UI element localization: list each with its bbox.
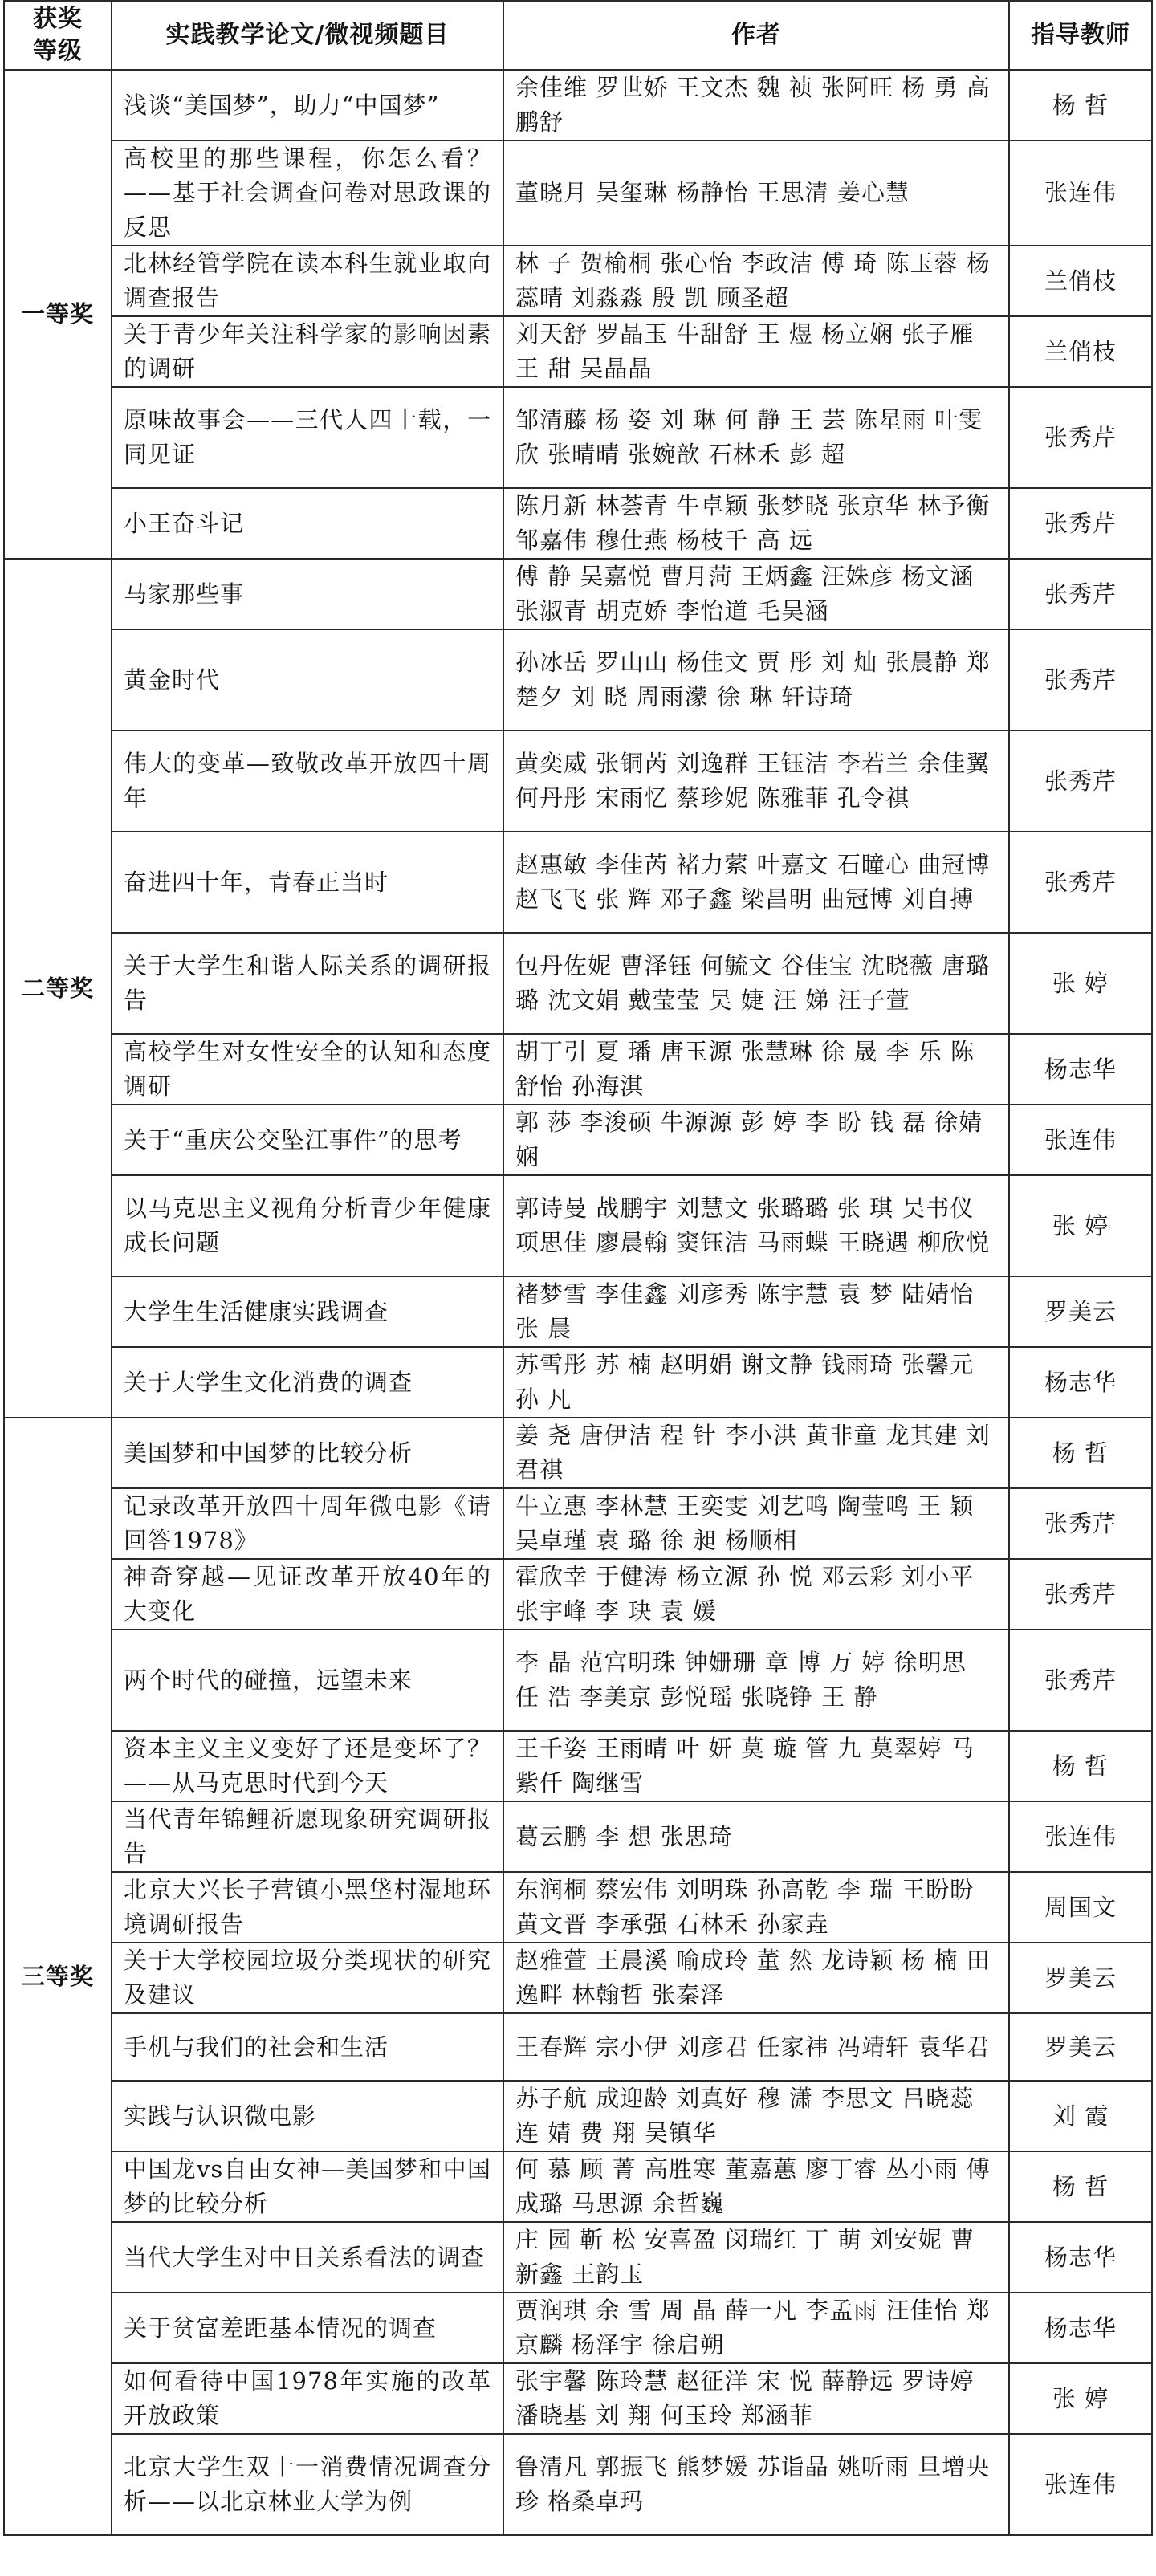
advisor-cell: 罗美云: [1009, 2013, 1152, 2081]
advisor-cell: 张连伟: [1009, 1105, 1152, 1175]
header-title: 实践教学论文/微视频题目: [112, 1, 503, 70]
authors-cell: 刘天舒 罗晶玉 牛甜舒 王 煜 杨立娴 张子雁 王 甜 吴晶晶: [503, 316, 1009, 387]
table-row: [4, 2222, 1152, 2293]
paper-title-cell: 当代大学生对中日关系看法的调查: [112, 2222, 503, 2293]
advisor-cell: 张秀芹: [1009, 488, 1152, 559]
authors-cell: 余佳维 罗世娇 王文杰 魏 祯 张阿旺 杨 勇 高鹏舒: [503, 70, 1009, 140]
paper-title-cell: 高校里的那些课程，你怎么看？——基于社会调查问卷对思政课的反思: [112, 140, 503, 246]
paper-title-cell: 实践与认识微电影: [112, 2081, 503, 2151]
table-row: [4, 1488, 1152, 1559]
table-row: [4, 316, 1152, 387]
advisor-cell: 杨 哲: [1009, 70, 1152, 140]
paper-title-cell: 小王奋斗记: [112, 488, 503, 559]
table-row: [4, 1418, 1152, 1488]
paper-title-cell: 资本主义主义变好了还是变坏了？——从马克思时代到今天: [112, 1731, 503, 1801]
advisor-cell: 张连伟: [1009, 1801, 1152, 1872]
advisor-cell: 杨 哲: [1009, 1731, 1152, 1801]
advisor-cell: 杨志华: [1009, 1034, 1152, 1105]
table-row: [4, 70, 1152, 140]
advisor-cell: 张秀芹: [1009, 730, 1152, 832]
table-row: [4, 1175, 1152, 1276]
table-row: [4, 1630, 1152, 1731]
paper-title-cell: 记录改革开放四十周年微电影《请回答1978》: [112, 1488, 503, 1559]
table-row: [4, 1347, 1152, 1418]
table-row: [4, 2151, 1152, 2222]
authors-cell: 黄奕威 张铜芮 刘逸群 王钰洁 李若兰 余佳翼 何丹彤 宋雨忆 蔡珍妮 陈雅菲 孔令祺: [503, 730, 1009, 832]
paper-title-cell: 伟大的变革—致敬改革开放四十周年: [112, 730, 503, 832]
authors-cell: 王春辉 宗小伊 刘彦君 任家祎 冯靖轩 袁华君: [503, 2013, 1009, 2081]
authors-cell: 林 子 贺榆桐 张心怡 李政洁 傅 琦 陈玉蓉 杨蕊晴 刘淼淼 殷 凯 顾圣超: [503, 246, 1009, 316]
advisor-cell: 罗美云: [1009, 1276, 1152, 1347]
table-row: [4, 730, 1152, 832]
paper-title-cell: 浅谈“美国梦”，助力“中国梦”: [112, 70, 503, 140]
authors-cell: 葛云鹏 李 想 张思琦: [503, 1801, 1009, 1872]
authors-cell: 赵雅萱 王晨溪 喻成玲 董 然 龙诗颖 杨 楠 田逸畔 林翰哲 张秦泽: [503, 1943, 1009, 2013]
paper-title-cell: 黄金时代: [112, 629, 503, 730]
table-row: [4, 2013, 1152, 2081]
authors-cell: 庄 园 靳 松 安喜盈 闵瑞红 丁 萌 刘安妮 曹新鑫 王韵玉: [503, 2222, 1009, 2293]
authors-cell: 董晓月 吴玺琳 杨静怡 王思清 姜心慧: [503, 140, 1009, 246]
table-row: [4, 2363, 1152, 2434]
table-row: [4, 1943, 1152, 2013]
table-row: [4, 246, 1152, 316]
paper-title-cell: 关于贫富差距基本情况的调查: [112, 2293, 503, 2363]
table-row: [4, 1559, 1152, 1630]
paper-title-cell: 大学生生活健康实践调查: [112, 1276, 503, 1347]
authors-cell: 鲁清凡 郭振飞 熊梦媛 苏诣晶 姚昕雨 旦增央珍 格桑卓玛: [503, 2434, 1009, 2535]
table-row: [4, 1872, 1152, 1943]
advisor-cell: 张 婷: [1009, 933, 1152, 1034]
advisor-cell: 张秀芹: [1009, 387, 1152, 488]
advisor-cell: 周国文: [1009, 1872, 1152, 1943]
paper-title-cell: 神奇穿越—见证改革开放40年的大变化: [112, 1559, 503, 1630]
advisor-cell: 张连伟: [1009, 140, 1152, 246]
authors-cell: 苏子航 成迎龄 刘真好 穆 潇 李思文 吕晓蕊 连 婧 费 翔 吴镇华: [503, 2081, 1009, 2151]
authors-cell: 何 慕 顾 菁 高胜寒 董嘉蕙 廖丁睿 丛小雨 傅成璐 马思源 余哲巍: [503, 2151, 1009, 2222]
authors-cell: 孙冰岳 罗山山 杨佳文 贾 彤 刘 灿 张晨静 郑楚夕 刘 晓 周雨濛 徐 琳 轩诗琦: [503, 629, 1009, 730]
advisor-cell: 张秀芹: [1009, 629, 1152, 730]
authors-cell: 褚梦雪 李佳鑫 刘彦秀 陈宇慧 袁 梦 陆婧怡 张 晨: [503, 1276, 1009, 1347]
advisor-cell: 张秀芹: [1009, 1488, 1152, 1559]
advisor-cell: 杨 哲: [1009, 2151, 1152, 2222]
paper-title-cell: 关于大学生和谐人际关系的调研报告: [112, 933, 503, 1034]
paper-title-cell: 以马克思主义视角分析青少年健康成长问题: [112, 1175, 503, 1276]
paper-title-cell: 北京大学生双十一消费情况调查分析——以北京林业大学为例: [112, 2434, 503, 2535]
authors-cell: 赵惠敏 李佳芮 褚力萦 叶嘉文 石瞳心 曲冠博 赵飞飞 张 辉 邓子鑫 梁昌明 曲冠博 刘自搏: [503, 832, 1009, 933]
table-row: [4, 2434, 1152, 2535]
paper-title-cell: 关于“重庆公交坠江事件”的思考: [112, 1105, 503, 1175]
award-level-cell: 三等奖: [4, 1418, 112, 2535]
advisor-cell: 杨志华: [1009, 1347, 1152, 1418]
advisor-cell: 张秀芹: [1009, 559, 1152, 629]
authors-cell: 东润桐 蔡宏伟 刘明珠 孙高乾 李 瑞 王盼盼 黄文晋 李承强 石林禾 孙家垚: [503, 1872, 1009, 1943]
advisor-cell: 张秀芹: [1009, 832, 1152, 933]
advisor-cell: 张 婷: [1009, 2363, 1152, 2434]
table-row: [4, 2293, 1152, 2363]
award-table: [3, 0, 1153, 2536]
header-advisor: 指导教师: [1009, 1, 1152, 70]
header-level: 获奖 等级: [4, 1, 112, 70]
table-row: [4, 1801, 1152, 1872]
authors-cell: 牛立惠 李林慧 王奕雯 刘艺鸣 陶莹鸣 王 颖 吴卓瑾 袁 璐 徐 昶 杨顺相: [503, 1488, 1009, 1559]
authors-cell: 王千姿 王雨晴 叶 妍 莫 璇 管 九 莫翠婷 马紫仟 陶继雪: [503, 1731, 1009, 1801]
advisor-cell: 罗美云: [1009, 1943, 1152, 2013]
advisor-cell: 杨志华: [1009, 2293, 1152, 2363]
paper-title-cell: 关于大学生文化消费的调查: [112, 1347, 503, 1418]
authors-cell: 郭 莎 李浚硕 牛源源 彭 婷 李 盼 钱 磊 徐婧娴: [503, 1105, 1009, 1175]
advisor-cell: 张 婷: [1009, 1175, 1152, 1276]
table-row: [4, 629, 1152, 730]
paper-title-cell: 美国梦和中国梦的比较分析: [112, 1418, 503, 1488]
paper-title-cell: 原味故事会——三代人四十载，一同见证: [112, 387, 503, 488]
authors-cell: 苏雪彤 苏 楠 赵明娟 谢文静 钱雨琦 张馨元 孙 凡: [503, 1347, 1009, 1418]
table-row: [4, 488, 1152, 559]
table-row: [4, 1105, 1152, 1175]
advisor-cell: 兰俏枝: [1009, 246, 1152, 316]
award-level-cell: 一等奖: [4, 70, 112, 559]
header-authors: 作者: [503, 1, 1009, 70]
advisor-cell: 杨 哲: [1009, 1418, 1152, 1488]
table-row: [4, 933, 1152, 1034]
advisor-cell: 张秀芹: [1009, 1630, 1152, 1731]
paper-title-cell: 关于大学校园垃圾分类现状的研究及建议: [112, 1943, 503, 2013]
award-level-cell: 二等奖: [4, 559, 112, 1418]
table-row: [4, 1276, 1152, 1347]
paper-title-cell: 手机与我们的社会和生活: [112, 2013, 503, 2081]
table-row: [4, 832, 1152, 933]
paper-title-cell: 高校学生对女性安全的认知和态度调研: [112, 1034, 503, 1105]
table-row: [4, 2081, 1152, 2151]
authors-cell: 陈月新 林荟青 牛卓颖 张梦晓 张京华 林予衡 邹嘉伟 穆仕燕 杨枝千 高 远: [503, 488, 1009, 559]
authors-cell: 张宇馨 陈玲慧 赵征洋 宋 悦 薛静远 罗诗婷 潘晓基 刘 翔 何玉玲 郑涵菲: [503, 2363, 1009, 2434]
table-row: [4, 387, 1152, 488]
paper-title-cell: 北京大兴长子营镇小黑垡村湿地环境调研报告: [112, 1872, 503, 1943]
authors-cell: 李 晶 范宫明珠 钟姗珊 章 博 万 婷 徐明思 任 浩 李美京 彭悦瑶 张晓铮 王 静: [503, 1630, 1009, 1731]
paper-title-cell: 当代青年锦鲤祈愿现象研究调研报告: [112, 1801, 503, 1872]
header-row: [4, 1, 1152, 70]
paper-title-cell: 两个时代的碰撞，远望未来: [112, 1630, 503, 1731]
advisor-cell: 兰俏枝: [1009, 316, 1152, 387]
paper-title-cell: 北林经管学院在读本科生就业取向调查报告: [112, 246, 503, 316]
table-row: [4, 559, 1152, 629]
paper-title-cell: 奋进四十年，青春正当时: [112, 832, 503, 933]
authors-cell: 包丹佐妮 曹泽钰 何毓文 谷佳宝 沈晓薇 唐璐璐 沈文娟 戴莹莹 吴 婕 汪 娣 汪子萱: [503, 933, 1009, 1034]
award-table-body: [4, 70, 1152, 2535]
advisor-cell: 张连伟: [1009, 2434, 1152, 2535]
authors-cell: 郭诗曼 战鹏宇 刘慧文 张璐璐 张 琪 吴书仪 项思佳 廖晨翰 窦钰洁 马雨蝶 王晓遇 柳欣悦: [503, 1175, 1009, 1276]
authors-cell: 傅 静 吴嘉悦 曹月菏 王炳鑫 汪姝彦 杨文涵 张淑青 胡克娇 李怡道 毛昊涵: [503, 559, 1009, 629]
paper-title-cell: 中国龙vs自由女神—美国梦和中国梦的比较分析: [112, 2151, 503, 2222]
advisor-cell: 刘 霞: [1009, 2081, 1152, 2151]
authors-cell: 贾润琪 余 雪 周 晶 薛一凡 李孟雨 汪佳怡 郑京麟 杨泽宇 徐启朔: [503, 2293, 1009, 2363]
paper-title-cell: 如何看待中国1978年实施的改革开放政策: [112, 2363, 503, 2434]
paper-title-cell: 关于青少年关注科学家的影响因素的调研: [112, 316, 503, 387]
advisor-cell: 杨志华: [1009, 2222, 1152, 2293]
authors-cell: 霍欣幸 于健涛 杨立源 孙 悦 邓云彩 刘小平 张宇峰 李 玦 袁 媛: [503, 1559, 1009, 1630]
advisor-cell: 张秀芹: [1009, 1559, 1152, 1630]
table-row: [4, 1034, 1152, 1105]
authors-cell: 胡丁引 夏 璠 唐玉源 张慧琳 徐 晟 李 乐 陈舒怡 孙海淇: [503, 1034, 1009, 1105]
table-row: [4, 140, 1152, 246]
paper-title-cell: 马家那些事: [112, 559, 503, 629]
authors-cell: 邹清藤 杨 姿 刘 琳 何 静 王 芸 陈星雨 叶雯欣 张晴晴 张婉歆 石林禾 彭 超: [503, 387, 1009, 488]
table-row: [4, 1731, 1152, 1801]
authors-cell: 姜 尧 唐伊洁 程 针 李小洪 黄非童 龙其建 刘君祺: [503, 1418, 1009, 1488]
